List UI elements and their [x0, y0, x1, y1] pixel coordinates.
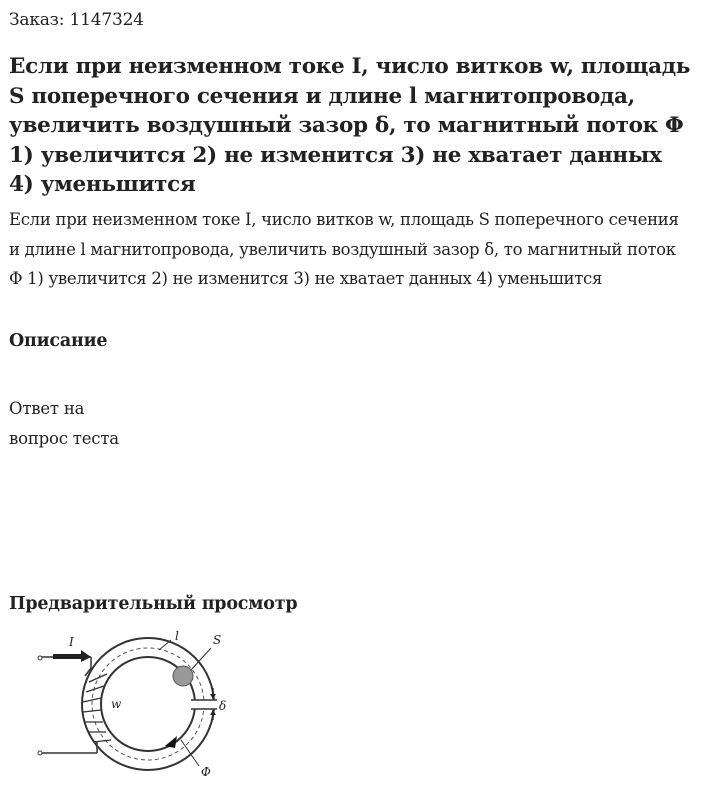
question-text: Если при неизменном токе I, число витков w, площадь S поперечного сечения и длине l магнитопровода, увеличить воздушный зазор δ, то магнитный поток Φ 1) увеличится 2) не изменится 3) не хватает данных 4) уменьшится [9, 210, 679, 288]
answer-line-2: вопрос теста [9, 428, 119, 448]
description-heading: Описание [9, 331, 108, 351]
label-turns: w [111, 697, 122, 711]
preview-image [31, 628, 241, 788]
cross-section-marker [173, 666, 193, 686]
order-number [9, 10, 144, 30]
label-length: l [175, 629, 179, 643]
label-current: I [69, 635, 74, 649]
label-area: S [213, 633, 222, 647]
order-text: Заказ: 1147324 [9, 10, 144, 30]
label-flux: Φ [201, 765, 211, 779]
answer-text [9, 394, 209, 453]
answer-line-1: Ответ на [9, 399, 85, 418]
page-title: Если при неизменном токе I, число витков w, площадь S поперечного сечения и длине l магнитопровода, увеличить воздушный зазор δ, то магнитный поток Φ 1) увеличится 2) не изменится 3) не хватает данных 4) уменьшится [9, 54, 691, 197]
mean-length-line [92, 648, 204, 760]
preview-heading: Предварительный просмотр [9, 594, 298, 614]
current-arrow [53, 650, 91, 662]
flux-arrow [165, 736, 177, 748]
air-gap [191, 700, 217, 709]
label-gap: δ [219, 699, 227, 713]
magnetic-circuit-diagram [31, 628, 241, 788]
